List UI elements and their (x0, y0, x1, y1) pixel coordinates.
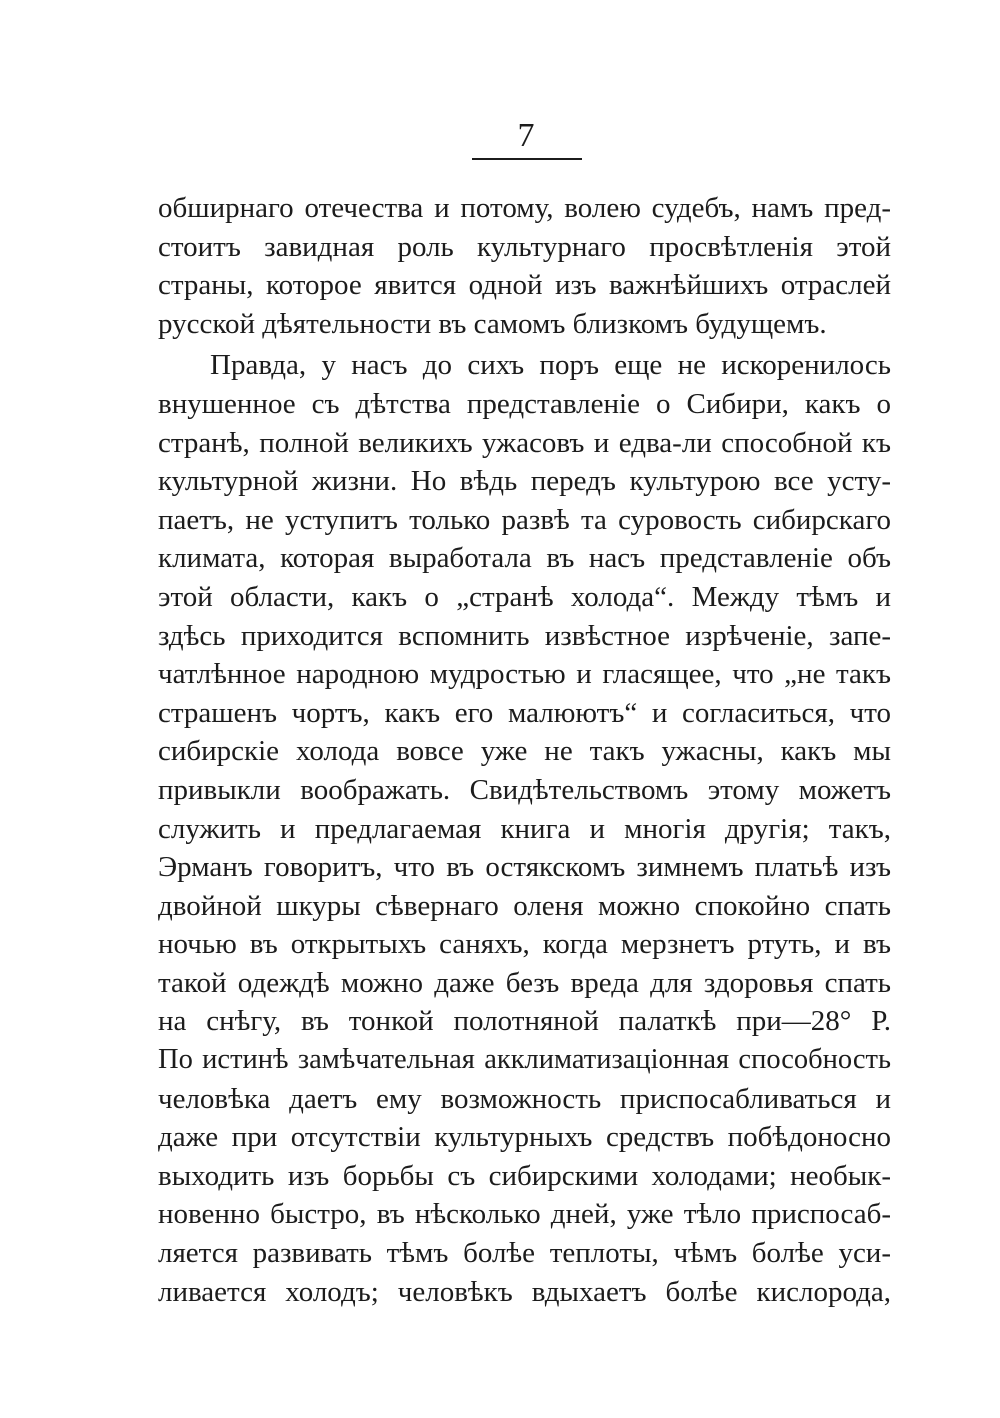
text-line: даже при отсутствіи культурныхъ средствъ побѣдоносно (158, 1121, 891, 1154)
text-line: странѣ, полной великихъ ужасовъ и едва-ли способной къ (158, 426, 891, 459)
text-line: обширнаго отечества и потому, волею судебъ, намъ пред- (158, 192, 891, 224)
text-line: стоитъ завидная роль культурнаго просвѣтленія этой (158, 230, 891, 263)
text-line: ливается холодъ; человѣкъ вдыхаетъ болѣе кислорода, (158, 1275, 891, 1308)
text-line: здѣсь приходится вспомнить извѣстное изрѣченіе, запе- (158, 619, 891, 652)
text-line: русской дѣятельности въ самомъ близкомъ будущемъ. (158, 307, 827, 340)
text-line: человѣка даетъ ему возможность приспосабливаться и (158, 1082, 891, 1115)
text-line: этой области, какъ о „странѣ холода“. Между тѣмъ и (158, 580, 891, 613)
text-line: привыкли воображать. Свидѣтельствомъ этому можетъ (158, 773, 891, 806)
text-line: климата, которая выработала въ насъ представленіе объ (158, 542, 891, 575)
text-line: новенно быстро, въ нѣсколько дней, уже тѣло приспосаб- (158, 1198, 891, 1231)
text-line: паетъ, не уступитъ только развѣ та суровость сибирскаго (158, 503, 891, 536)
text-line: служить и предлагаемая книга и многія другія; такъ, (158, 812, 891, 845)
text-line: Эрманъ говоритъ, что въ остякскомъ зимнемъ платьѣ изъ (158, 851, 891, 884)
page-number: 7 (517, 117, 535, 154)
text-line: сибирскіе холода вовсе уже не такъ ужасны, какъ мы (158, 735, 891, 768)
text-line: культурной жизни. Но вѣдь передъ культурою все усту- (158, 465, 891, 498)
body-text (158, 189, 891, 1311)
text-line: По истинѣ замѣчательная акклиматизаціонная способность (158, 1044, 891, 1076)
text-line: страны, которое явится одной изъ важнѣйшихъ отраслей (158, 269, 891, 302)
paragraph-2 (158, 346, 891, 1311)
text-line: ночью въ открытыхъ саняхъ, когда мерзнетъ ртуть, и въ (158, 928, 891, 961)
text-line: на снѣгу, въ тонкой полотняной палаткѣ при—28° Р. (158, 1005, 891, 1038)
text-line: выходить изъ борьбы съ сибирскими холодами; необык- (158, 1159, 891, 1192)
text-line: чатлѣнное народною мудростью и гласящее, что „не такъ (158, 658, 891, 691)
text-line: такой одеждѣ можно даже безъ вреда для здоровья спать (158, 966, 891, 999)
text-line: двойной шкуры сѣвернаго оленя можно спокойно спать (158, 889, 891, 922)
header-rule (472, 158, 582, 160)
text-line: страшенъ чортъ, какъ его малюютъ“ и согласиться, что (158, 696, 891, 729)
text-line: ляется развивать тѣмъ болѣе теплоты, чѣмъ болѣе уси- (158, 1237, 891, 1270)
paragraph-1 (158, 189, 891, 343)
text-line: внушенное съ дѣтства представленіе о Сибири, какъ о (158, 387, 891, 420)
text-line: Правда, у насъ до сихъ поръ еще не искоренилось (210, 349, 891, 382)
